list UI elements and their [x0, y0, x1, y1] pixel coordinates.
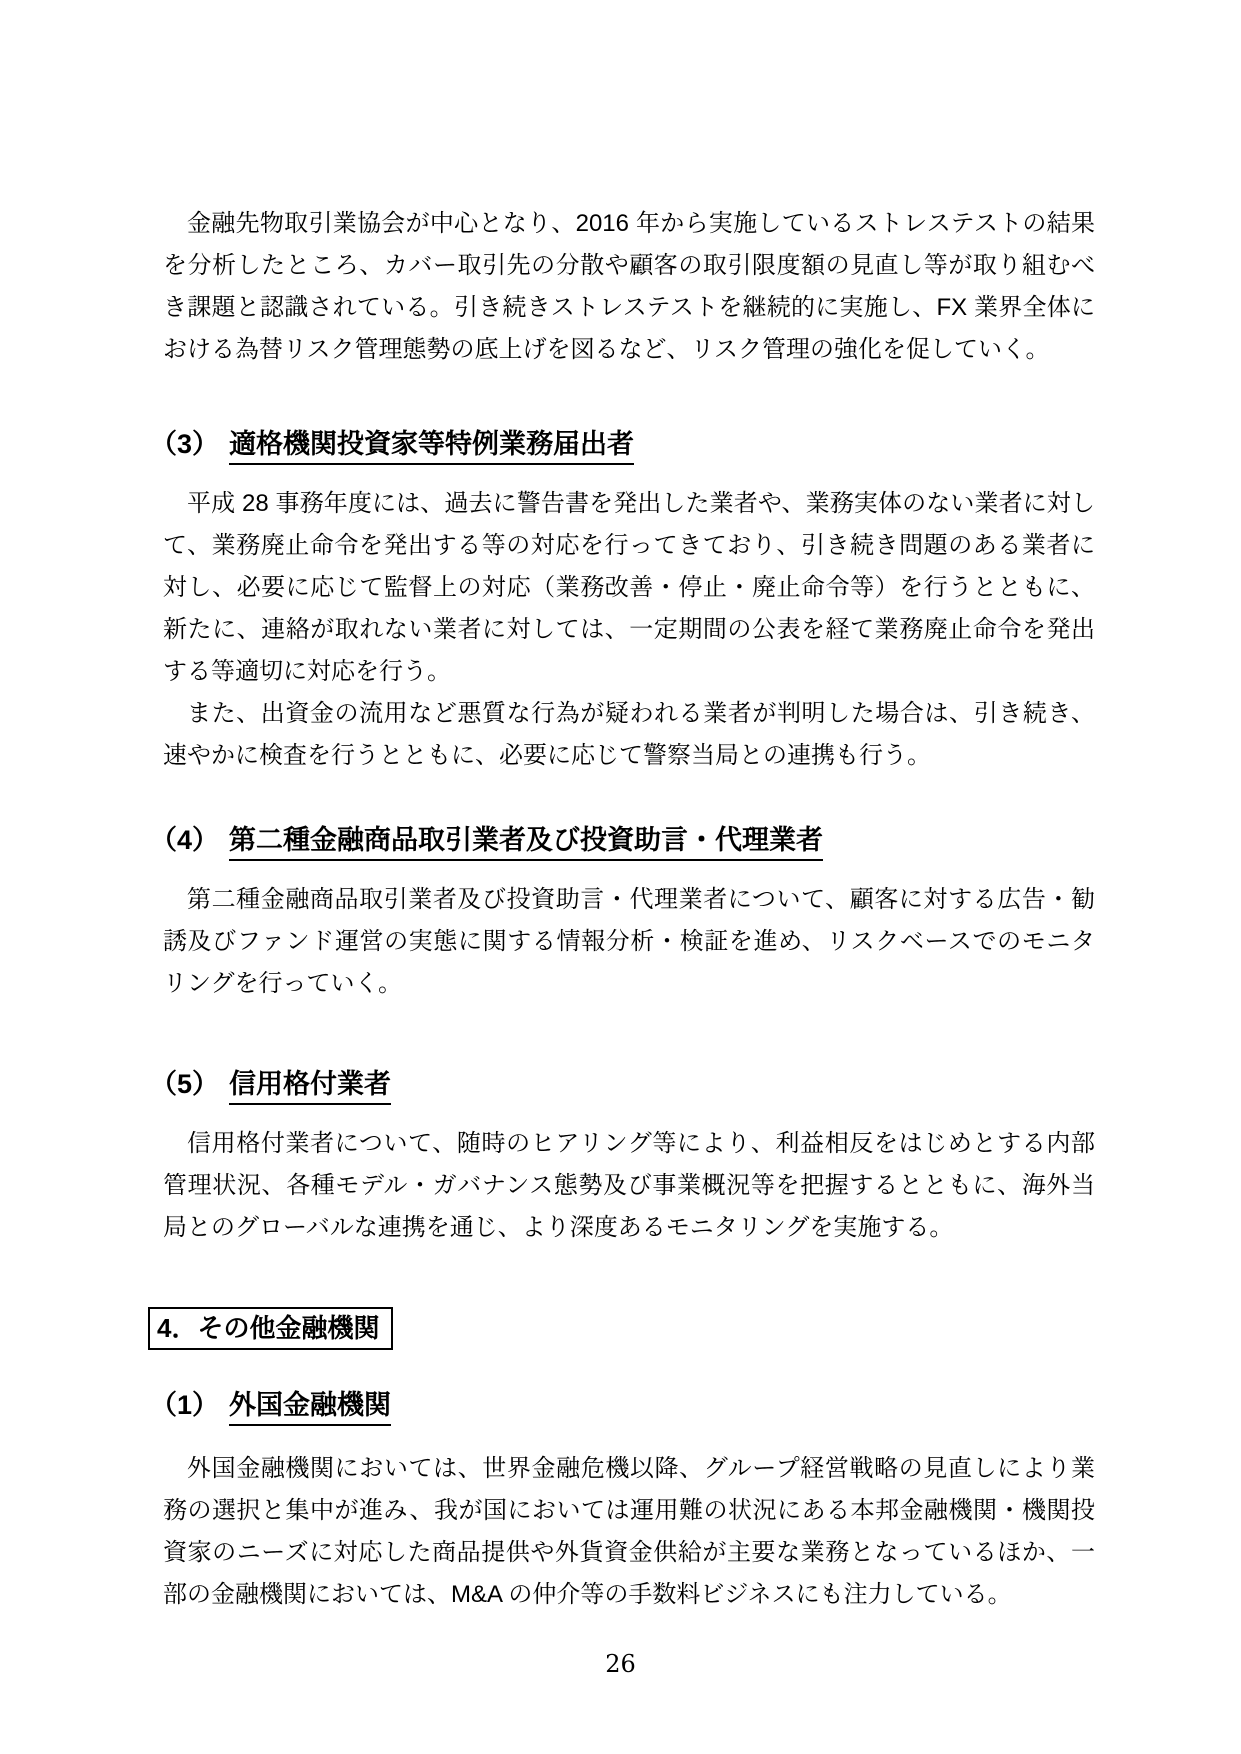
section-3-paragraph-1: 平成 28 事務年度には、過去に警告書を発出した業者や、業務実体のない業者に対して、業務廃止命令を発出する等の対応を行ってきており、引き続き問題のある業者に対し、必要に応じて監督上の対応（業務改善・停止・廃止命令等）を行うとともに、新たに、連絡が取れない業者に対しては、一定期間の公表を経て業務廃止命令を発出する等適切に対応を行う。 [163, 490, 1095, 685]
section-4-number: （4） [150, 825, 220, 855]
intro-paragraph: 金融先物取引業協会が中心となり、2016 年から実施しているストレステストの結果を分析したところ、カバー取引先の分散や顧客の取引限度額の見直し等が取り組むべき課題と認識されている。引き続きストレステストを継続的に実施し、FX 業界全体における為替リスク管理態勢の底上げを図るなど、リスク管理の強化を促していく。 [163, 210, 1095, 363]
chapter-heading-row [148, 1307, 1095, 1350]
subsection-1-title: 外国金融機関 [229, 1390, 391, 1426]
section-4-heading [150, 823, 1095, 857]
section-4-title: 第二種金融商品取引業者及び投資助言・代理業者 [229, 825, 823, 861]
section-5-title: 信用格付業者 [229, 1069, 391, 1105]
section-4-paragraph-1: 第二種金融商品取引業者及び投資助言・代理業者について、顧客に対する広告・勧誘及びファンド運営の実態に関する情報分析・検証を進め、リスクベースでのモニタリングを行っていく。 [163, 886, 1095, 997]
section-5-number: （5） [150, 1069, 220, 1099]
subsection-1-paragraph-1: 外国金融機関においては、世界金融危機以降、グループ経営戦略の見直しにより業務の選択と集中が進み、我が国においては運用難の状況にある本邦金融機関・機関投資家のニーズに対応した商品提供や外貨資金供給が主要な業務となっているほか、一部の金融機関においては、M&A の仲介等の手数料ビジネスにも注力している。 [163, 1455, 1095, 1608]
section-3-title: 適格機関投資家等特例業務届出者 [229, 429, 634, 465]
section-3-number: （3） [150, 429, 220, 459]
subsection-1-heading [150, 1388, 1095, 1422]
section-5-heading [150, 1067, 1095, 1101]
section-5-paragraph-1: 信用格付業者について、随時のヒアリング等により、利益相反をはじめとする内部管理状況、各種モデル・ガバナンス態勢及び事業概況等を把握するとともに、海外当局とのグローバルな連携を通じ、より深度あるモニタリングを実施する。 [163, 1130, 1095, 1241]
section-3-paragraph-2: また、出資金の流用など悪質な行為が疑われる業者が判明した場合は、引き続き、速やかに検査を行うとともに、必要に応じて警察当局との連携も行う。 [163, 700, 1095, 769]
chapter-heading-title: 4．その他金融機関 [157, 1313, 380, 1343]
subsection-1-number: （1） [150, 1390, 220, 1420]
section-3-heading [150, 427, 1095, 461]
chapter-heading-box [148, 1307, 393, 1350]
page-number: 26 [605, 1650, 636, 1678]
